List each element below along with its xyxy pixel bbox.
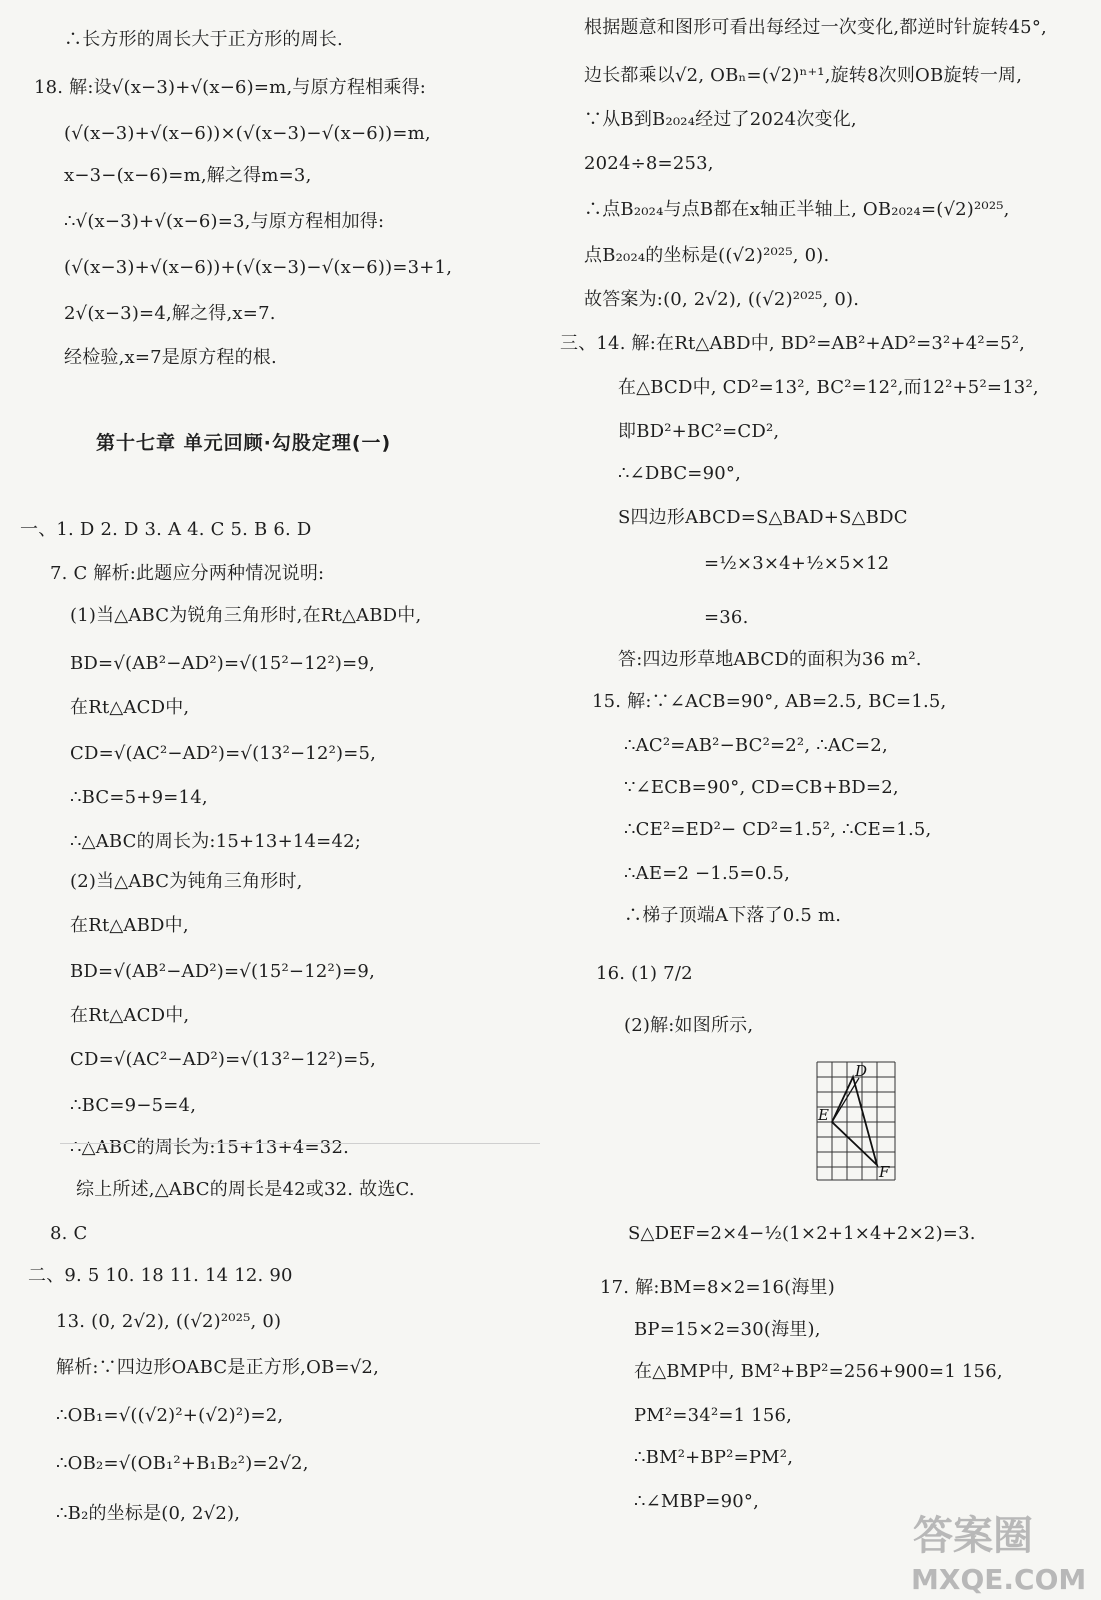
left-line: 一、1. D 2. D 3. A 4. C 5. B 6. D — [20, 519, 312, 540]
scan-divider-line — [60, 1143, 540, 1144]
svg-text:MXQE.COM: MXQE.COM — [911, 1563, 1087, 1596]
left-line: CD=√(AC²−AD²)=√(13²−12²)=5, — [70, 1049, 377, 1070]
right-line: (2)解:如图所示, — [624, 1015, 754, 1036]
label-f: F — [879, 1163, 890, 1181]
left-line: (√(x−3)+√(x−6))×(√(x−3)−√(x−6))=m, — [64, 123, 431, 144]
right-line: 根据题意和图形可看出每经过一次变化,都逆时针旋转45°, — [584, 17, 1047, 38]
left-line: 8. C — [50, 1223, 88, 1244]
right-line: BP=15×2=30(海里), — [634, 1319, 821, 1340]
right-line: ∵从B到B₂₀₂₄经过了2024次变化, — [584, 109, 857, 130]
right-line: 在△BCD中, CD²=13², BC²=12²,而12²+5²=13², — [618, 377, 1039, 398]
right-line: ∴∠DBC=90°, — [618, 463, 742, 484]
right-line: 17. 解:BM=8×2=16(海里) — [600, 1277, 835, 1298]
left-line: ∴OB₂=√(OB₁²+B₁B₂²)=2√2, — [56, 1453, 309, 1474]
left-line: ∴长方形的周长大于正方形的周长. — [64, 29, 343, 50]
median-line — [832, 1078, 859, 1122]
right-line: =½×3×4+½×5×12 — [704, 553, 890, 574]
left-line: 18. 解:设√(x−3)+√(x−6)=m,与原方程相乘得: — [34, 77, 427, 98]
label-d: D — [855, 1062, 868, 1080]
right-line: ∴点B₂₀₂₄与点B都在x轴正半轴上, OB₂₀₂₄=(√2)²⁰²⁵, — [584, 199, 1010, 220]
left-line: ∴△ABC的周长为:15+13+14=42; — [70, 831, 362, 852]
right-line: ∴AC²=AB²−BC²=2², ∴AC=2, — [624, 735, 888, 756]
right-line: ∴梯子顶端A下落了0.5 m. — [624, 905, 842, 926]
right-line: 在△BMP中, BM²+BP²=256+900=1 156, — [634, 1361, 1003, 1382]
chapter-title: 第十七章 单元回顾·勾股定理(一) — [96, 432, 392, 454]
right-line: S四边形ABCD=S△BAD+S△BDC — [618, 507, 908, 528]
right-line: 2024÷8=253, — [584, 153, 714, 174]
right-line: 即BD²+BC²=CD², — [618, 421, 780, 442]
left-line: x−3−(x−6)=m,解之得m=3, — [64, 165, 312, 186]
right-line: 16. (1) 7/2 — [596, 963, 693, 984]
left-line: 在Rt△ACD中, — [70, 697, 190, 718]
left-line: 2√(x−3)=4,解之得,x=7. — [64, 303, 276, 324]
left-line: ∴BC=9−5=4, — [70, 1095, 197, 1116]
right-line: 答:四边形草地ABCD的面积为36 m². — [618, 649, 922, 670]
left-line: ∴BC=5+9=14, — [70, 787, 208, 808]
left-line: ∴△ABC的周长为:15+13+4=32. — [70, 1137, 350, 1158]
left-line: 二、9. 5 10. 18 11. 14 12. 90 — [28, 1265, 293, 1286]
left-line: BD=√(AB²−AD²)=√(15²−12²)=9, — [70, 961, 376, 982]
left-line: 经检验,x=7是原方程的根. — [64, 347, 277, 368]
left-line: (√(x−3)+√(x−6))+(√(x−3)−√(x−6))=3+1, — [64, 257, 453, 278]
left-line: ∴B₂的坐标是(0, 2√2), — [56, 1503, 241, 1524]
site-watermark-logo — [905, 1505, 1095, 1597]
right-line: 故答案为:(0, 2√2), ((√2)²⁰²⁵, 0). — [584, 289, 860, 310]
right-line: 15. 解:∵∠ACB=90°, AB=2.5, BC=1.5, — [592, 691, 947, 712]
left-line: (1)当△ABC为锐角三角形时,在Rt△ABD中, — [70, 605, 422, 626]
right-line: ∴BM²+BP²=PM², — [634, 1447, 794, 1468]
left-line: 解析:∵四边形OABC是正方形,OB=√2, — [56, 1357, 379, 1378]
right-line: ∴∠MBP=90°, — [634, 1491, 760, 1512]
grid-triangle-figure — [815, 1060, 897, 1182]
right-line: ∴AE=2 −1.5=0.5, — [624, 863, 790, 884]
left-line: 7. C 解析:此题应分两种情况说明: — [50, 563, 325, 584]
right-line: ∴CE²=ED²− CD²=1.5², ∴CE=1.5, — [624, 819, 932, 840]
left-line: BD=√(AB²−AD²)=√(15²−12²)=9, — [70, 653, 376, 674]
right-line: PM²=34²=1 156, — [634, 1405, 793, 1426]
left-line: (2)当△ABC为钝角三角形时, — [70, 871, 303, 892]
right-line: S△DEF=2×4−½(1×2+1×4+2×2)=3. — [628, 1223, 976, 1244]
left-line: ∴√(x−3)+√(x−6)=3,与原方程相加得: — [64, 211, 385, 232]
right-line: 点B₂₀₂₄的坐标是((√2)²⁰²⁵, 0). — [584, 245, 830, 266]
right-line: =36. — [704, 607, 749, 628]
left-line: 在Rt△ABD中, — [70, 915, 189, 936]
left-line: CD=√(AC²−AD²)=√(13²−12²)=5, — [70, 743, 377, 764]
left-line: 综上所述,△ABC的周长是42或32. 故选C. — [76, 1179, 415, 1200]
right-line: 三、14. 解:在Rt△ABD中, BD²=AB²+AD²=3²+4²=5², — [560, 333, 1026, 354]
left-line: ∴OB₁=√((√2)²+(√2)²)=2, — [56, 1405, 284, 1426]
left-line: 在Rt△ACD中, — [70, 1005, 190, 1026]
label-e: E — [818, 1106, 829, 1124]
right-line: ∵∠ECB=90°, CD=CB+BD=2, — [624, 777, 899, 798]
svg-text:答案圈: 答案圈 — [913, 1513, 1033, 1559]
left-line: 13. (0, 2√2), ((√2)²⁰²⁵, 0) — [56, 1311, 282, 1332]
right-line: 边长都乘以√2, OBₙ=(√2)ⁿ⁺¹,旋转8次则OB旋转一周, — [584, 65, 1023, 86]
